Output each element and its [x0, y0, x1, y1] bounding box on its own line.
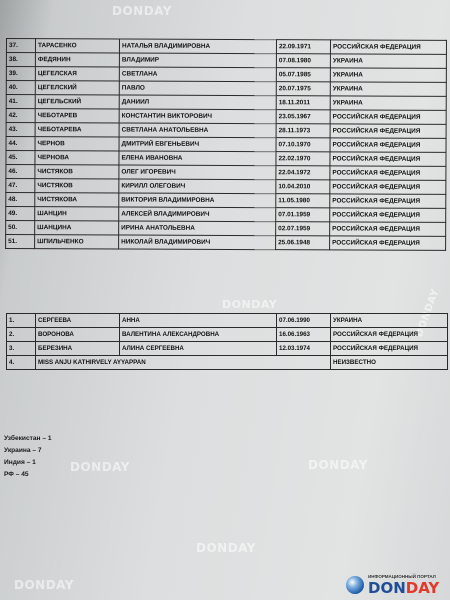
- table-row: [7, 356, 448, 370]
- cell-name: ЕЛЕНА ИВАНОВНА: [119, 151, 276, 166]
- cell-country: УКРАИНА: [330, 54, 446, 69]
- table-row: [6, 193, 446, 209]
- cell-num: 48.: [6, 193, 35, 207]
- cell-country: РОССИЙСКАЯ ФЕДЕРАЦИЯ: [330, 138, 446, 153]
- cell-surname: ЦЕГЕЛЬСКИЙ: [35, 95, 119, 109]
- summary-line: Узбекистан – 1: [4, 435, 52, 442]
- cell-country: УКРАИНА: [330, 68, 446, 83]
- cell-surname: БЕРЕЗИНА: [36, 342, 120, 356]
- cell-name: ВЛАДИМИР: [119, 53, 276, 68]
- logo-part-2: DAY: [405, 579, 440, 597]
- cell-num: 43.: [6, 123, 35, 137]
- cell-name: АННА: [120, 314, 277, 328]
- cell-date: 07.10.1970: [276, 138, 330, 152]
- cell-surname: ЧЕБОТАРЕВА: [35, 123, 119, 137]
- logo-part-1: DON: [368, 579, 406, 597]
- watermark: DONDAY: [14, 578, 74, 592]
- table-row: [6, 235, 446, 251]
- cell-surname: ЦЕГЕЛСКАЯ: [35, 67, 119, 81]
- table-row: [6, 39, 446, 55]
- cell-date: 11.05.1980: [276, 194, 330, 208]
- cell-name: АЛЕКСЕЙ ВЛАДИМИРОВИЧ: [119, 207, 276, 222]
- globe-icon: [346, 576, 364, 594]
- cell-surname: ТАРАСЕНКО: [35, 39, 119, 53]
- cell-surname: СЕРГЕЕВА: [36, 314, 120, 328]
- cell-num: 46.: [6, 165, 35, 179]
- cell-num: 49.: [6, 207, 35, 221]
- cell-name: НАТАЛЬЯ ВЛАДИМИРОВНА: [119, 39, 276, 54]
- summary-line: Индия – 1: [4, 459, 36, 466]
- table-row: [6, 95, 446, 111]
- passenger-table-2: [6, 313, 448, 370]
- table-row: [7, 314, 448, 328]
- watermark: DONDAY: [308, 458, 368, 472]
- cell-country: РОССИЙСКАЯ ФЕДЕРАЦИЯ: [331, 342, 448, 356]
- cell-date: 10.04.2010: [276, 180, 330, 194]
- table-row: [6, 109, 446, 125]
- cell-name: ПАВЛО: [119, 81, 276, 96]
- cell-country: НЕИЗВЕСТНО: [331, 356, 448, 370]
- cell-num: 51.: [6, 235, 35, 249]
- cell-country: УКРАИНА: [330, 82, 446, 97]
- cell-surname: ЧИСТЯКОВ: [35, 179, 119, 193]
- cell-name: КОНСТАНТИН ВИКТОРОВИЧ: [119, 109, 276, 124]
- cell-date: 20.07.1975: [276, 82, 330, 96]
- cell-num: 38.: [6, 53, 35, 67]
- table-row: [6, 165, 446, 181]
- cell-name: ДМИТРИЙ ЕВГЕНЬЕВИЧ: [119, 137, 276, 152]
- cell-num: 37.: [6, 39, 35, 53]
- cell-country: РОССИЙСКАЯ ФЕДЕРАЦИЯ: [330, 40, 446, 55]
- watermark: DONDAY: [70, 460, 130, 474]
- table-row: [6, 123, 446, 139]
- cell-date: 23.05.1967: [276, 110, 330, 124]
- cell-num: 45.: [6, 151, 35, 165]
- cell-date: 28.11.1973: [276, 124, 330, 138]
- cell-num: 39.: [6, 67, 35, 81]
- table-row: [6, 67, 446, 83]
- cell-num: 42.: [6, 109, 35, 123]
- cell-surname: ШАНЦИН: [35, 207, 119, 221]
- cell-country: РОССИЙСКАЯ ФЕДЕРАЦИЯ: [330, 152, 446, 167]
- watermark: DONDAY: [112, 4, 172, 18]
- cell-name: КИРИЛЛ ОЛЕГОВИЧ: [119, 179, 276, 194]
- cell-date: 07.06.1990: [277, 314, 331, 328]
- watermark: DONDAY: [222, 298, 278, 311]
- cell-surname: ЦЕГЕЛСКИЙ: [35, 81, 119, 95]
- cell-surname: ЧЕРНОВА: [35, 151, 119, 165]
- cell-date: 02.07.1959: [276, 222, 330, 236]
- cell-num: 50.: [6, 221, 35, 235]
- cell-surname: ЧИСТЯКОВ: [35, 165, 119, 179]
- cell-date: 07.01.1959: [276, 208, 330, 222]
- summary-line: Украина – 7: [4, 447, 42, 454]
- cell-name: АЛИНА СЕРГЕЕВНА: [120, 342, 277, 356]
- table-row: [7, 342, 448, 356]
- cell-surname: MISS ANJU KATHIRVELY AYYAPPAN: [36, 356, 331, 370]
- cell-name: ВИКТОРИЯ ВЛАДИМИРОВНА: [119, 193, 276, 208]
- watermark: DONDAY: [196, 541, 256, 555]
- cell-date: 22.04.1972: [276, 166, 330, 180]
- cell-name: СВЕТЛАНА: [119, 67, 276, 82]
- cell-country: РОССИЙСКАЯ ФЕДЕРАЦИЯ: [330, 236, 446, 251]
- cell-country: РОССИЙСКАЯ ФЕДЕРАЦИЯ: [330, 208, 446, 223]
- cell-date: 12.03.1974: [277, 342, 331, 356]
- cell-date: 25.06.1948: [276, 236, 330, 250]
- cell-country: РОССИЙСКАЯ ФЕДЕРАЦИЯ: [330, 124, 446, 139]
- logo-tagline: ИНФОРМАЦИОННЫЙ ПОРТАЛ: [368, 574, 436, 579]
- summary-line: РФ – 45: [4, 471, 29, 478]
- cell-num: 41.: [6, 95, 35, 109]
- table-row: [7, 328, 448, 342]
- cell-country: РОССИЙСКАЯ ФЕДЕРАЦИЯ: [331, 328, 448, 342]
- cell-country: РОССИЙСКАЯ ФЕДЕРАЦИЯ: [330, 180, 446, 195]
- cell-num: 4.: [7, 356, 36, 370]
- cell-name: ДАНИИЛ: [119, 95, 276, 110]
- cell-country: РОССИЙСКАЯ ФЕДЕРАЦИЯ: [330, 110, 446, 125]
- watermark: DONDAY: [414, 287, 442, 339]
- cell-num: 1.: [7, 314, 36, 328]
- cell-date: 22.02.1970: [276, 152, 330, 166]
- table-row: [6, 81, 446, 97]
- cell-name: ИРИНА АНАТОЛЬЕВНА: [119, 221, 276, 236]
- cell-num: 2.: [7, 328, 36, 342]
- cell-country: РОССИЙСКАЯ ФЕДЕРАЦИЯ: [330, 166, 446, 181]
- donday-logo: [340, 568, 450, 600]
- cell-date: 07.08.1980: [276, 54, 330, 68]
- logo-wordmark: [368, 579, 439, 597]
- cell-num: 47.: [6, 179, 35, 193]
- passenger-table: [5, 38, 447, 251]
- cell-num: 3.: [7, 342, 36, 356]
- cell-date: 18.11.2011: [276, 96, 330, 110]
- table-row: [6, 179, 446, 195]
- cell-name: ОЛЕГ ИГОРЕВИЧ: [119, 165, 276, 180]
- cell-date: 16.06.1963: [277, 328, 331, 342]
- cell-country: УКРАИНА: [330, 96, 446, 111]
- cell-country: РОССИЙСКАЯ ФЕДЕРАЦИЯ: [330, 222, 446, 237]
- cell-num: 40.: [6, 81, 35, 95]
- cell-surname: ЧИСТЯКОВА: [35, 193, 119, 207]
- cell-surname: ЧЕБОТАРЕВ: [35, 109, 119, 123]
- cell-country: РОССИЙСКАЯ ФЕДЕРАЦИЯ: [330, 194, 446, 209]
- cell-date: 05.07.1985: [276, 68, 330, 82]
- cell-date: 22.09.1971: [276, 40, 330, 54]
- cell-surname: ШПИЛЬЧЕНКО: [35, 235, 119, 249]
- cell-num: 44.: [6, 137, 35, 151]
- cell-country: УКРАИНА: [331, 314, 448, 328]
- cell-surname: ВОРОНОВА: [36, 328, 120, 342]
- cell-name: НИКОЛАЙ ВЛАДИМИРОВИЧ: [119, 235, 276, 250]
- cell-surname: ФЕДЯНИН: [35, 53, 119, 67]
- cell-name: СВЕТЛАНА АНАТОЛЬЕВНА: [119, 123, 276, 138]
- cell-surname: ЧЕРНОВ: [35, 137, 119, 151]
- cell-name: ВАЛЕНТИНА АЛЕКСАНДРОВНА: [120, 328, 277, 342]
- cell-surname: ШАНЦИНА: [35, 221, 119, 235]
